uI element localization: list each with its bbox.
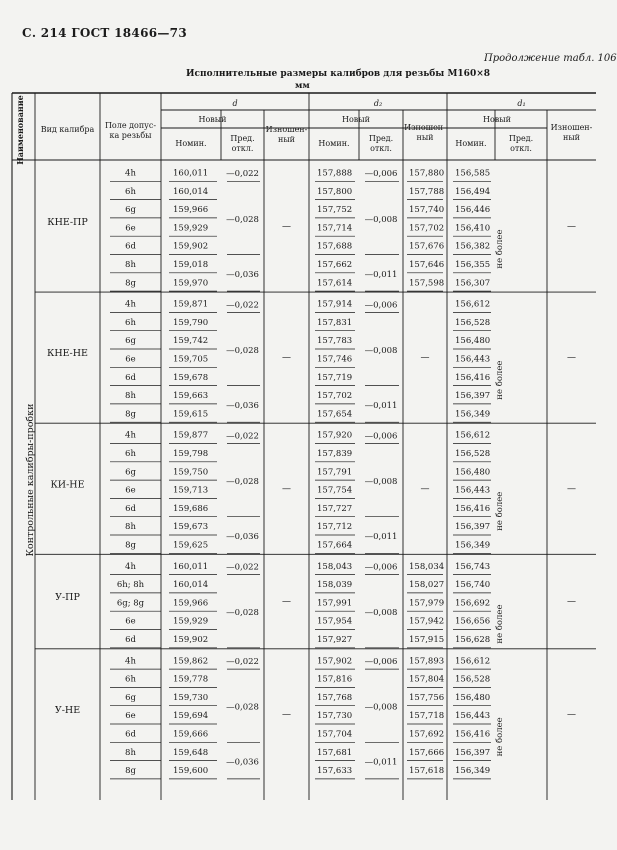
d2-worn-cell: 157,756 [409,692,445,703]
tolerance-cell: 6d [125,635,136,645]
d1-nominal-cell: 156,528 [455,674,491,685]
d2-worn-cell: 157,598 [409,278,445,289]
d-nominal-cell: 159,750 [173,467,209,478]
d-worn-dash: — [282,484,291,495]
gauge-type-cell: КНЕ-ПР [47,217,88,229]
continuation-note: Продолжение табл. 106 [484,53,617,64]
d-nominal-cell: 159,798 [173,449,209,459]
header-worn: ный [416,133,434,142]
d-limit-dev-cell: —0,028 [226,702,259,713]
d2-limit-dev-cell: —0,006 [364,300,398,311]
d2-nominal-cell: 158,039 [317,580,353,591]
d1-nominal-cell: 156,740 [455,580,491,591]
d2-nominal-cell: 157,839 [317,449,353,459]
header-limit-dev: откл. [510,144,532,153]
tolerance-cell: 4h [125,561,136,572]
header-limit-dev: откл. [231,144,254,153]
d1-limit-note: не более [495,491,505,531]
d2-nominal-cell: 157,991 [317,598,353,609]
d2-worn-cell: 157,666 [409,747,445,758]
header-limit-dev: откл. [370,144,392,153]
tolerance-cell: 6h [125,317,136,328]
tolerance-cell: 4h [125,430,136,441]
tolerance-cell: 6g; 8g [116,598,145,609]
d-nominal-cell: 159,678 [173,372,209,383]
d2-limit-dev-cell: —0,011 [364,400,398,411]
d2-worn-dash: — [420,353,430,364]
d-nominal-cell: 159,686 [173,503,209,514]
d-limit-dev-cell: —0,028 [226,608,259,619]
d1-limit-note: не более [495,717,505,757]
header-gauge-type: Вид калибра [40,125,95,134]
d2-nominal-cell: 157,746 [317,354,353,365]
d2-limit-dev-cell: —0,008 [364,346,398,356]
header-worn: ный [562,133,581,142]
d1-nominal-cell: 156,528 [455,317,491,328]
d1-nominal-cell: 156,397 [455,747,491,758]
d2-worn-cell: 158,027 [409,580,445,591]
d-nominal-cell: 159,929 [173,223,209,234]
d2-limit-dev-cell: —0,008 [364,477,398,488]
tolerance-cell: 6h; 8h [116,580,145,591]
d1-nominal-cell: 156,612 [455,656,491,667]
d2-nominal-cell: 157,681 [317,747,353,758]
header-limit-dev: Пред. [508,134,534,143]
gauge-type-cell: У-ПР [55,592,80,604]
d2-limit-dev-cell: —0,008 [364,608,398,619]
d2-nominal-cell: 157,783 [317,336,353,347]
d2-nominal-cell: 157,888 [317,168,353,179]
d2-nominal-cell: 157,688 [317,241,353,252]
d-nominal-cell: 159,625 [173,540,209,551]
side-label: Контрольные калибры-пробки [25,403,36,557]
tolerance-cell: 8h [125,522,136,533]
tolerance-cell: 6d [125,372,136,383]
d2-nominal-cell: 157,791 [317,467,353,478]
d-limit-dev-cell: —0,036 [226,757,259,768]
d1-nominal-cell: 156,416 [455,372,491,383]
d-limit-dev-cell: —0,022 [226,431,259,442]
tolerance-cell: 6e [125,223,136,234]
d-nominal-cell: 159,871 [173,299,209,310]
d-limit-dev-cell: —0,022 [226,562,259,573]
d1-limit-note: не более [495,229,505,269]
gauge-type-cell: КИ-НЕ [50,479,85,491]
d-limit-dev-cell: —0,022 [226,656,259,667]
d-worn-dash: — [282,353,291,364]
d1-nominal-cell: 156,443 [455,485,491,496]
d-nominal-cell: 159,666 [173,729,209,740]
header-name: Наименование [15,95,25,165]
d1-nominal-cell: 156,446 [455,205,491,216]
d1-worn-dash: — [567,222,576,233]
page-header: С. 214 ГОСТ 18466—73 [22,26,187,40]
d1-worn-dash: — [567,709,576,720]
d-nominal-cell: 159,648 [173,747,209,758]
d-worn-dash: — [282,709,291,720]
d2-nominal-cell: 157,920 [317,430,353,441]
d-limit-dev-cell: —0,036 [226,532,259,542]
d-nominal-cell: 159,673 [173,522,209,533]
d2-nominal-cell: 157,752 [317,205,353,216]
d2-limit-dev-cell: —0,006 [364,656,398,667]
d2-limit-dev-cell: —0,008 [364,214,398,225]
d2-worn-cell: 157,646 [409,260,445,270]
header-d2: d₂ [373,99,383,108]
tolerance-cell: 8g [125,278,136,289]
d-nominal-cell: 159,713 [173,485,209,496]
d-nominal-cell: 159,966 [173,598,209,609]
d2-nominal-cell: 157,927 [317,635,353,645]
tolerance-cell: 6g [125,336,136,347]
d-nominal-cell: 159,970 [173,278,209,289]
d-nominal-cell: 159,778 [173,674,209,685]
d2-worn-cell: 157,788 [409,186,445,197]
d1-nominal-cell: 156,692 [455,598,491,609]
d1-nominal-cell: 156,743 [455,561,491,572]
d-nominal-cell: 160,011 [173,561,209,572]
d2-nominal-cell: 158,043 [317,561,353,572]
d1-nominal-cell: 156,416 [455,729,491,740]
header-new: Новый [198,115,227,124]
d2-worn-cell: 157,618 [409,766,445,777]
d-nominal-cell: 159,600 [173,766,209,777]
d-limit-dev-cell: —0,028 [226,477,259,488]
header-limit-dev: Пред. [368,134,394,143]
tolerance-cell: 6d [125,241,136,252]
d1-nominal-cell: 156,612 [455,299,491,310]
d2-worn-cell: 157,718 [409,711,445,722]
d1-nominal-cell: 156,480 [455,692,491,703]
d2-nominal-cell: 157,633 [317,766,353,777]
d2-worn-cell: 157,893 [409,656,445,667]
d1-nominal-cell: 156,656 [455,616,491,627]
tolerance-cell: 6h [125,674,136,685]
d2-worn-cell: 157,692 [409,729,445,740]
d-nominal-cell: 159,877 [173,430,209,441]
header-new: Новый [483,115,511,124]
d2-limit-dev-cell: —0,006 [364,431,398,442]
tolerance-cell: 6h [125,449,136,459]
gauge-type-cell: У-НЕ [54,704,81,716]
header-worn: Изношен- [265,125,308,134]
d2-nominal-cell: 157,816 [317,674,353,685]
d-limit-dev-cell: —0,028 [226,346,259,356]
header-worn: Изношен- [404,123,446,132]
d-worn-dash: — [282,222,291,233]
d-nominal-cell: 159,663 [173,391,209,402]
d1-nominal-cell: 156,349 [455,409,491,420]
tolerance-cell: 6d [125,503,136,514]
d1-nominal-cell: 156,397 [455,522,491,533]
d2-nominal-cell: 157,714 [317,223,353,234]
d2-nominal-cell: 157,800 [317,186,353,197]
d2-worn-cell: 158,034 [409,561,445,572]
d-nominal-cell: 159,790 [173,317,209,328]
tolerance-cell: 4h [125,299,136,310]
header-nominal: Номин. [318,139,350,148]
d1-nominal-cell: 156,397 [455,391,491,402]
table-unit: мм [295,81,310,91]
d2-nominal-cell: 157,831 [317,317,353,328]
d2-nominal-cell: 157,727 [317,503,353,514]
d2-limit-dev-cell: —0,011 [364,757,398,768]
header-nominal: Номин. [175,139,207,148]
d-limit-dev-cell: —0,022 [226,169,259,180]
d-worn-dash: — [282,597,291,608]
d-nominal-cell: 159,705 [173,354,209,365]
d2-nominal-cell: 157,914 [317,299,353,310]
tolerance-cell: 4h [125,168,136,179]
d1-nominal-cell: 156,612 [455,430,491,441]
d2-worn-cell: 157,702 [409,223,445,234]
d2-worn-cell: 157,740 [409,205,445,216]
d1-nominal-cell: 156,307 [455,278,491,289]
table-title: Исполнительные размеры калибров для резьбы М160×8 [186,69,491,79]
d2-nominal-cell: 157,768 [317,692,353,703]
header-worn: ный [277,135,296,144]
d1-nominal-cell: 156,528 [455,449,491,459]
d1-nominal-cell: 156,443 [455,711,491,722]
d2-worn-cell: 157,880 [409,168,445,179]
tolerance-cell: 6e [125,485,136,496]
d-nominal-cell: 159,694 [173,711,209,722]
header-limit-dev: Пред. [230,134,255,143]
d2-nominal-cell: 157,902 [317,656,353,667]
d-nominal-cell: 160,011 [173,168,209,179]
d-nominal-cell: 159,929 [173,616,209,627]
d2-limit-dev-cell: —0,008 [364,702,398,713]
d-nominal-cell: 159,730 [173,692,209,703]
d1-nominal-cell: 156,416 [455,503,491,514]
tolerance-cell: 6d [125,729,136,740]
d1-nominal-cell: 156,349 [455,766,491,777]
d2-nominal-cell: 157,662 [317,260,353,270]
gauge-type-cell: КНЕ-НЕ [46,348,89,360]
d2-nominal-cell: 157,719 [317,372,353,383]
tolerance-cell: 6e [125,354,136,365]
d1-nominal-cell: 156,480 [455,467,491,478]
d-nominal-cell: 159,966 [173,205,209,216]
d2-limit-dev-cell: —0,006 [364,562,398,573]
d2-worn-cell: 157,979 [409,598,445,609]
d1-worn-dash: — [567,597,576,608]
d1-nominal-cell: 156,410 [455,223,491,234]
d1-nominal-cell: 156,494 [455,186,491,197]
d1-nominal-cell: 156,480 [455,336,491,347]
tolerance-cell: 8h [125,747,136,758]
d2-limit-dev-cell: —0,011 [364,532,398,542]
tolerance-cell: 6g [125,205,136,216]
tolerance-cell: 6g [125,467,136,478]
header-tolerance: Поле допус- [104,121,157,130]
tolerance-cell: 8h [125,260,136,270]
header-new: Новый [342,115,370,124]
header-worn: Изношен- [550,123,593,132]
d2-worn-cell: 157,676 [409,241,445,252]
tolerance-cell: 6e [125,711,136,722]
d-nominal-cell: 159,615 [173,409,209,420]
d1-nominal-cell: 156,382 [455,241,491,252]
d2-nominal-cell: 157,654 [317,409,353,420]
d-nominal-cell: 159,742 [173,336,209,347]
d2-worn-dash: — [420,484,430,495]
d-nominal-cell: 159,018 [173,260,209,270]
d2-worn-cell: 157,942 [409,616,445,627]
d1-nominal-cell: 156,443 [455,354,491,365]
tolerance-cell: 8h [125,391,136,402]
d-limit-dev-cell: —0,022 [226,300,259,311]
d-nominal-cell: 159,902 [173,635,209,645]
d2-nominal-cell: 157,614 [317,278,353,289]
d1-nominal-cell: 156,628 [455,635,491,645]
d-nominal-cell: 160,014 [173,186,209,197]
header-nominal: Номин. [455,139,487,148]
tolerance-cell: 6g [125,692,136,703]
d1-limit-note: не более [495,360,505,400]
d2-nominal-cell: 157,664 [317,540,353,551]
tolerance-cell: 8g [125,766,136,777]
header-d1: d₁ [517,99,526,108]
d2-nominal-cell: 157,702 [317,391,353,402]
d1-worn-dash: — [567,484,576,495]
d2-worn-cell: 157,915 [409,635,445,645]
d2-limit-dev-cell: —0,006 [364,169,398,180]
d1-limit-note: не более [495,604,505,644]
d2-nominal-cell: 157,754 [317,485,353,496]
d-nominal-cell: 159,902 [173,241,209,252]
d2-worn-cell: 157,804 [409,674,445,685]
tolerance-cell: 6h [125,186,136,197]
d-limit-dev-cell: —0,036 [226,400,259,411]
d1-nominal-cell: 156,355 [455,260,491,270]
tolerance-cell: 8g [125,409,136,420]
d2-nominal-cell: 157,954 [317,616,353,627]
d2-limit-dev-cell: —0,011 [364,269,398,280]
d2-nominal-cell: 157,730 [317,711,353,722]
d-limit-dev-cell: —0,028 [226,214,259,225]
d-nominal-cell: 160,014 [173,580,209,591]
d2-nominal-cell: 157,712 [317,522,353,533]
tolerance-cell: 6e [125,616,136,627]
d-nominal-cell: 159,862 [173,656,209,667]
tolerance-cell: 8g [125,540,136,551]
d2-nominal-cell: 157,704 [317,729,353,740]
header-tolerance: ка резьбы [109,131,152,140]
d-limit-dev-cell: —0,036 [226,269,259,280]
d1-nominal-cell: 156,585 [455,168,491,179]
d1-nominal-cell: 156,349 [455,540,491,551]
tolerance-cell: 4h [125,656,136,667]
d1-worn-dash: — [567,353,576,364]
header-d: d [232,99,238,108]
